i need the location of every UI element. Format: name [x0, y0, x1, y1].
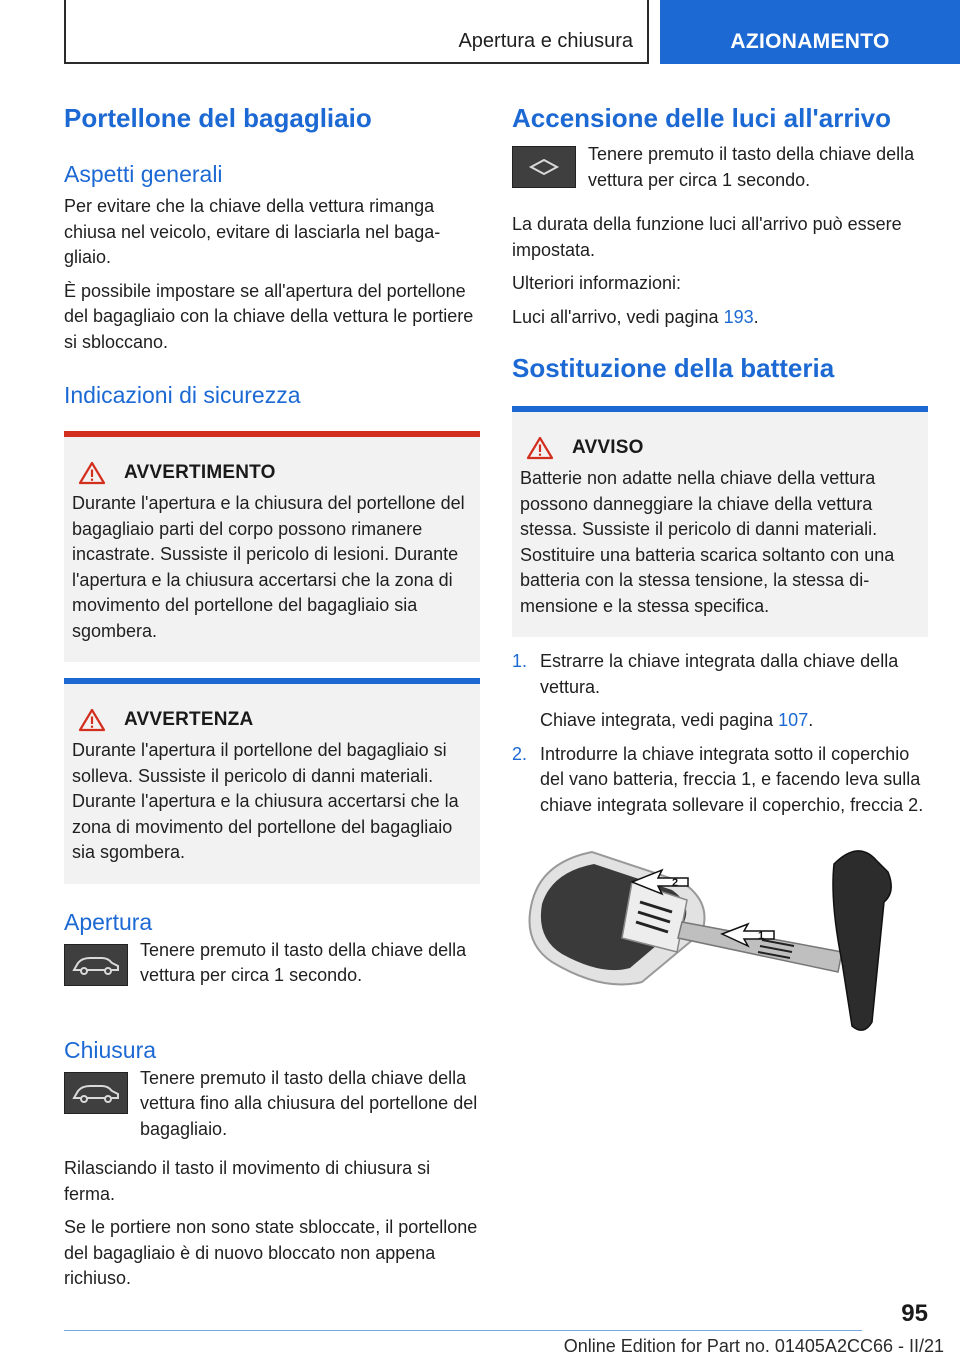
closing-instruction	[64, 1066, 480, 1143]
closing-paragraph-2: Rilasciando il tasto il movimento di chiusura si ferma.	[64, 1158, 431, 1204]
heading-closing: Chiusura	[64, 1036, 157, 1063]
caution-title: AVVERTENZA	[124, 709, 254, 730]
general-paragraph-2: È possibile impostare se all'apertura del portellone del bagagliaio con la chiave della vettura le portiere si sbloccano.	[64, 280, 474, 352]
heading-general: Aspetti generali	[64, 161, 223, 187]
opening-text: Tenere premuto il tasto della chiave della vettura per circa 1 secondo.	[140, 939, 467, 985]
footer-divider	[64, 1330, 862, 1331]
caution-triangle-icon	[78, 708, 106, 732]
right-column	[512, 100, 928, 1042]
arrow-1-label: 1	[758, 930, 765, 942]
welcome-paragraph-2: La durata della funzione luci all'arrivo può essere impostata.	[512, 214, 902, 260]
warning-triangle-icon	[78, 461, 106, 485]
page-link-193[interactable]: 193	[723, 306, 754, 327]
caution-header	[72, 708, 472, 732]
caution-box	[64, 678, 480, 884]
header-chapter-tab[interactable]	[660, 0, 960, 64]
car-trunk-icon	[64, 944, 128, 986]
step-1-ref-suffix: .	[808, 710, 814, 730]
page-link-107[interactable]: 107	[778, 710, 809, 730]
header-section-title: Apertura e chiusura	[458, 30, 633, 52]
header-section-frame	[64, 0, 649, 64]
step-1-text: Estrarre la chiave integrata dalla chiave della vettura.	[540, 651, 899, 697]
step-2-text: Introdurre la chiave integrata sotto il coperchio del vano batteria, freccia 1, e facendo leva sulla chiave integrata sollevare il coperchio, freccia 2.	[540, 743, 924, 815]
step-number: 1.	[512, 651, 528, 671]
heading-opening: Apertura	[64, 908, 153, 935]
heading-safety: Indicazioni di sicurezza	[64, 382, 301, 408]
notice-box	[512, 406, 928, 637]
step-1	[512, 649, 928, 734]
welcome-instruction	[512, 142, 928, 202]
step-1-reference	[540, 708, 928, 734]
light-button-icon	[512, 146, 576, 188]
step-1-ref-prefix: Chiave integrata, vedi pagina	[540, 710, 779, 730]
footer-edition: Online Edition for Part no. 01405A2CC66 - II/21	[563, 1336, 944, 1356]
welcome-paragraph-4	[512, 305, 928, 331]
battery-steps	[512, 649, 928, 818]
header-chapter-label: AZIONAMENTO	[730, 30, 890, 53]
opening-instruction	[64, 938, 480, 998]
welcome-paragraph-3: Ulteriori informazioni:	[512, 273, 682, 293]
step-2	[512, 742, 928, 819]
car-trunk-icon	[64, 1072, 128, 1114]
welcome-ref-suffix: .	[753, 306, 759, 327]
welcome-text: Tenere premuto il tasto della chiave della vettura per circa 1 secondo.	[588, 144, 915, 190]
step-number: 2.	[512, 743, 528, 764]
notice-text: Batterie non adatte nella chiave della vettura possono danneggiare la chiave della vettura stessa. Sussiste il pericolo di danni materiali. Sostituire una batteria scarica soltanto con una batteria con la stessa tensione, la stessa dimensione e la stessa specifica.	[520, 468, 895, 616]
caution-text: Durante l'apertura il portellone del bagagliaio si solleva. Sussiste il pericolo di danni materiali. Durante l'apertura e la chiusura accertarsi che la zona di movimento del portellone del bagagliaio sia sgombera.	[72, 740, 459, 862]
warning-title: AVVERTIMENTO	[124, 462, 276, 483]
warning-header	[72, 461, 472, 485]
page-number: 95	[901, 1300, 928, 1327]
general-paragraph-1: Per evitare che la chiave della vettura rimanga chiusa nel veicolo, evitare di lasciarla nel bagagliaio.	[64, 196, 441, 267]
closing-text: Tenere premuto il tasto della chiave della vettura fino alla chiusura del portellone del bagagliaio.	[140, 1067, 478, 1139]
notice-triangle-icon	[526, 436, 554, 460]
warning-box	[64, 431, 480, 662]
warning-text: Durante l'apertura e la chiusura del portellone del bagagliaio parti del corpo possono rimanere incastrate. Sussiste il pericolo di lesioni. Durante l'apertura e la chiusura accertarsi che la zona di movimento del portellone del bagagliaio sia sgombera.	[72, 493, 465, 641]
section-title-welcome-light: Accensione delle luci all'arrivo	[512, 103, 892, 133]
key-battery-cover-illustration	[512, 842, 928, 1042]
notice-header	[520, 436, 920, 460]
left-column	[64, 100, 480, 1292]
notice-title: AVVISO	[572, 437, 644, 458]
section-title-battery: Sostituzione della batteria	[512, 353, 835, 383]
welcome-ref-prefix: Luci all'arrivo, vedi pagina	[512, 306, 724, 327]
section-title-tailgate: Portellone del bagagliaio	[64, 103, 372, 133]
closing-paragraph-3: Se le portiere non sono state sbloccate, il portellone del bagagliaio è di nuovo bloccato non appena richiuso.	[64, 1217, 478, 1288]
arrow-2-label: 2	[672, 877, 679, 889]
